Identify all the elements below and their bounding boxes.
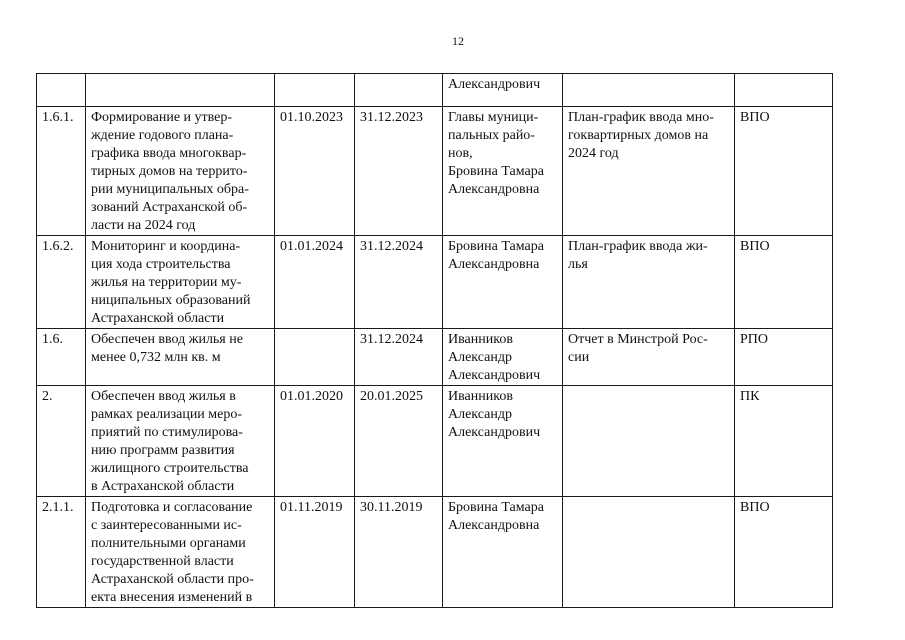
type-cell: ВПО: [735, 236, 833, 329]
table-row: [37, 329, 833, 386]
end-date-cell: 20.01.2025: [355, 386, 443, 497]
row-number-cell: [37, 74, 86, 107]
table-row: [37, 497, 833, 608]
row-number-cell: 2.: [37, 386, 86, 497]
result-cell: [563, 386, 735, 497]
responsible-cell: Иванников Александр Александрович: [443, 386, 563, 497]
event-cell: Обеспечен ввод жилья в рамках реализации меро- приятий по стимулирова- нию программ развития жилищного строительства в Астраханской области: [86, 386, 275, 497]
result-cell: Отчет в Минстрой Рос- сии: [563, 329, 735, 386]
type-cell: РПО: [735, 329, 833, 386]
event-cell: Подготовка и согласование с заинтересованными ис- полнительными органами государственной власти Астраханской области про- екта внесения изменений в: [86, 497, 275, 608]
start-date-cell: [275, 74, 355, 107]
event-cell: Формирование и утвер- ждение годового плана- графика ввода многоквар- тирных домов на террито- рии муниципальных обра- зований Астраханской об- ласти на 2024 год: [86, 107, 275, 236]
responsible-cell: Бровина Тамара Александровна: [443, 236, 563, 329]
result-cell: [563, 497, 735, 608]
start-date-cell: 01.01.2024: [275, 236, 355, 329]
row-number-cell: 1.6.: [37, 329, 86, 386]
end-date-cell: 31.12.2024: [355, 329, 443, 386]
type-cell: ВПО: [735, 107, 833, 236]
responsible-cell: Иванников Александр Александрович: [443, 329, 563, 386]
result-cell: План-график ввода мно- гоквартирных домов на 2024 год: [563, 107, 735, 236]
table-row: [37, 236, 833, 329]
responsible-cell: Бровина Тамара Александровна: [443, 497, 563, 608]
start-date-cell: 01.01.2020: [275, 386, 355, 497]
event-cell: Мониторинг и координа- ция хода строительства жилья на территории му- ниципальных образований Астраханской области: [86, 236, 275, 329]
responsible-cell: Главы муници- пальных райо- нов, Бровина Тамара Александровна: [443, 107, 563, 236]
end-date-cell: 31.12.2024: [355, 236, 443, 329]
row-number-cell: 1.6.2.: [37, 236, 86, 329]
end-date-cell: 30.11.2019: [355, 497, 443, 608]
type-cell: [735, 74, 833, 107]
row-number-cell: 2.1.1.: [37, 497, 86, 608]
type-cell: ВПО: [735, 497, 833, 608]
event-cell: Обеспечен ввод жилья не менее 0,732 млн кв. м: [86, 329, 275, 386]
result-cell: [563, 74, 735, 107]
start-date-cell: 01.11.2019: [275, 497, 355, 608]
end-date-cell: [355, 74, 443, 107]
page-number: 12: [452, 34, 464, 48]
row-number-cell: 1.6.1.: [37, 107, 86, 236]
responsible-cell: Александрович: [443, 74, 563, 107]
end-date-cell: 31.12.2023: [355, 107, 443, 236]
result-cell: План-график ввода жи- лья: [563, 236, 735, 329]
start-date-cell: [275, 329, 355, 386]
table-row: [37, 74, 833, 107]
table-row: [37, 386, 833, 497]
table-row: [37, 107, 833, 236]
type-cell: ПК: [735, 386, 833, 497]
start-date-cell: 01.10.2023: [275, 107, 355, 236]
event-cell: [86, 74, 275, 107]
plan-table: [36, 73, 833, 608]
